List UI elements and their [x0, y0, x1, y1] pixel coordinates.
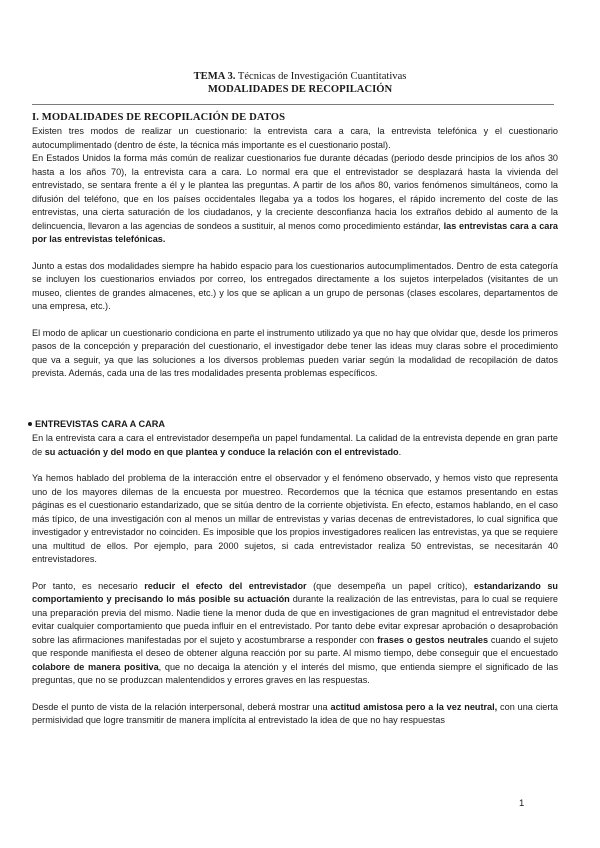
- title-prefix: TEMA 3.: [193, 71, 236, 82]
- paragraph: En la entrevista cara a cara el entrevistador desempeña un papel fundamental. La calidad de la entrevista depende en gran parte de su actuación y del modo en que plantea y conduce la relación con el entrevistado.: [32, 433, 558, 457]
- paragraph: Por tanto, es necesario reducir el efecto del entrevistador (que desempeña un papel crítico), estandarizando su comportamiento y precisando lo más posible su actuación durante la realización de las entrevistas, para lo cual se requiere una preparación previa del mismo. Nadie tiene la menor duda de que en investigaciones de gran magnitud el entrevistador debe evitar cualquier comportamiento que pueda influir en el entrevistado. Por tanto debe evitar expresar aprobación o desaprobación sobre las afirmaciones manifestadas por el sujeto y acostumbrarse a responder con frases o gestos neutrales cuando el sujeto que responde manifiesta el deseo de obtener alguna reacción por su parte. Al mismo tiempo, debe conseguir que el encuestado colabore de manera positiva, que no decaiga la atención y el interés del mismo, que entienda siempre el significado de las preguntas, que no se produzcan malentendidos y errores graves en las respuestas.: [32, 580, 559, 685]
- page-number: 1: [519, 798, 525, 809]
- title-text: Técnicas de Investigación Cuantitativas: [235, 71, 407, 82]
- paragraph: Ya hemos hablado del problema de la interacción entre el observador y el fenómeno observado, y hemos visto que representa uno de los mayores dilemas de la encuesta por muestreo. Recordemos que la técnica que estamos presentando en estas páginas es el cuestionario estandarizado, que se sitúa dentro de la corriente objetivista. En efecto, estamos hablando, en el caso más típico, de una investigación con al menos un millar de entrevistas y varias decenas de entrevistadores, lo cual significa que investigador y entrevistador no coinciden. Es imposible que los propios investigadores realicen las entrevistas, ya que se requiere una multitud de ellos. Por ejemplo, para 2000 sujetos, si cada entrevistador realiza 50 entrevistas, se necesitarán 40 entrevistadores.: [32, 473, 558, 564]
- paragraph: Existen tres modos de realizar un cuestionario: la entrevista cara a cara, la entrevista telefónica y el cuestionario autocumplimentado (dentro de éste, la técnica más importante es el cuestionario postal).: [32, 126, 558, 150]
- paragraph: El modo de aplicar un cuestionario condiciona en parte el instrumento utilizado ya que no hay que olvidar que, desde los primeros pasos de la concepción y preparación del cuestionario, el investigador debe tener las ideas muy claras sobre el procedimiento que va a seguir, ya que las soluciones a los diversos problemas pueden variar según la modalidad de recopilación de datos prevista. Además, cada una de las tres modalidades presenta problemas específicos.: [32, 327, 558, 378]
- section-heading: I. MODALIDADES DE RECOPILACIÓN DE DATOS: [32, 112, 286, 123]
- bullet-heading: ENTREVISTAS CARA A CARA: [28, 419, 165, 429]
- header-divider: [32, 104, 554, 105]
- paragraph: En Estados Unidos la forma más común de realizar cuestionarios fue durante décadas (periodo desde principios de los años 30 hasta a los años 70), la entrevista cara a cara. Lo normal era que el entrevistador se desplazará hasta la vivienda del entrevistado, se sentara frente a él y le plantea las preguntas. A partir de los años 80, varios fenómenos simultáneos, como la difusión del teléfono, que en los países occidentales llegaba ya a todos los hogares, el rápido incremento del coste de las entrevistas, una cierta saturación de los ciudadanos, y la creciente desconfianza hacia los extraños debido al aumento de la delincuencia, llevaron a las agencias de sondeos a sustituir, al menos como procedimiento estándar, las entrevistas cara a cara por las entrevistas telefónicas.: [32, 153, 558, 244]
- document-subtitle: MODALIDADES DE RECOPILACIÓN: [207, 84, 393, 95]
- bullet-icon: [28, 422, 32, 426]
- paragraph: Junto a estas dos modalidades siempre ha habido espacio para los cuestionarios autocumplimentados. Dentro de esta categoría se incluyen los cuestionarios enviados por correo, los entregados directamente a los sujetos interpelados (visitantes de un museo, clientes de grandes almacenes, etc.) y los que se aplican a un grupo de personas (clases escolares, departamentos de una empresa, etc.).: [32, 260, 558, 311]
- paragraph: Desde el punto de vista de la relación interpersonal, deberá mostrar una actitud amistosa pero a la vez neutral, con una cierta permisividad que logre transmitir de manera implícita al entrevistado la idea de que no hay respuestas: [32, 701, 559, 725]
- document-title: [0, 71, 600, 83]
- section2-body: [32, 432, 558, 728]
- section1-body: [32, 125, 558, 381]
